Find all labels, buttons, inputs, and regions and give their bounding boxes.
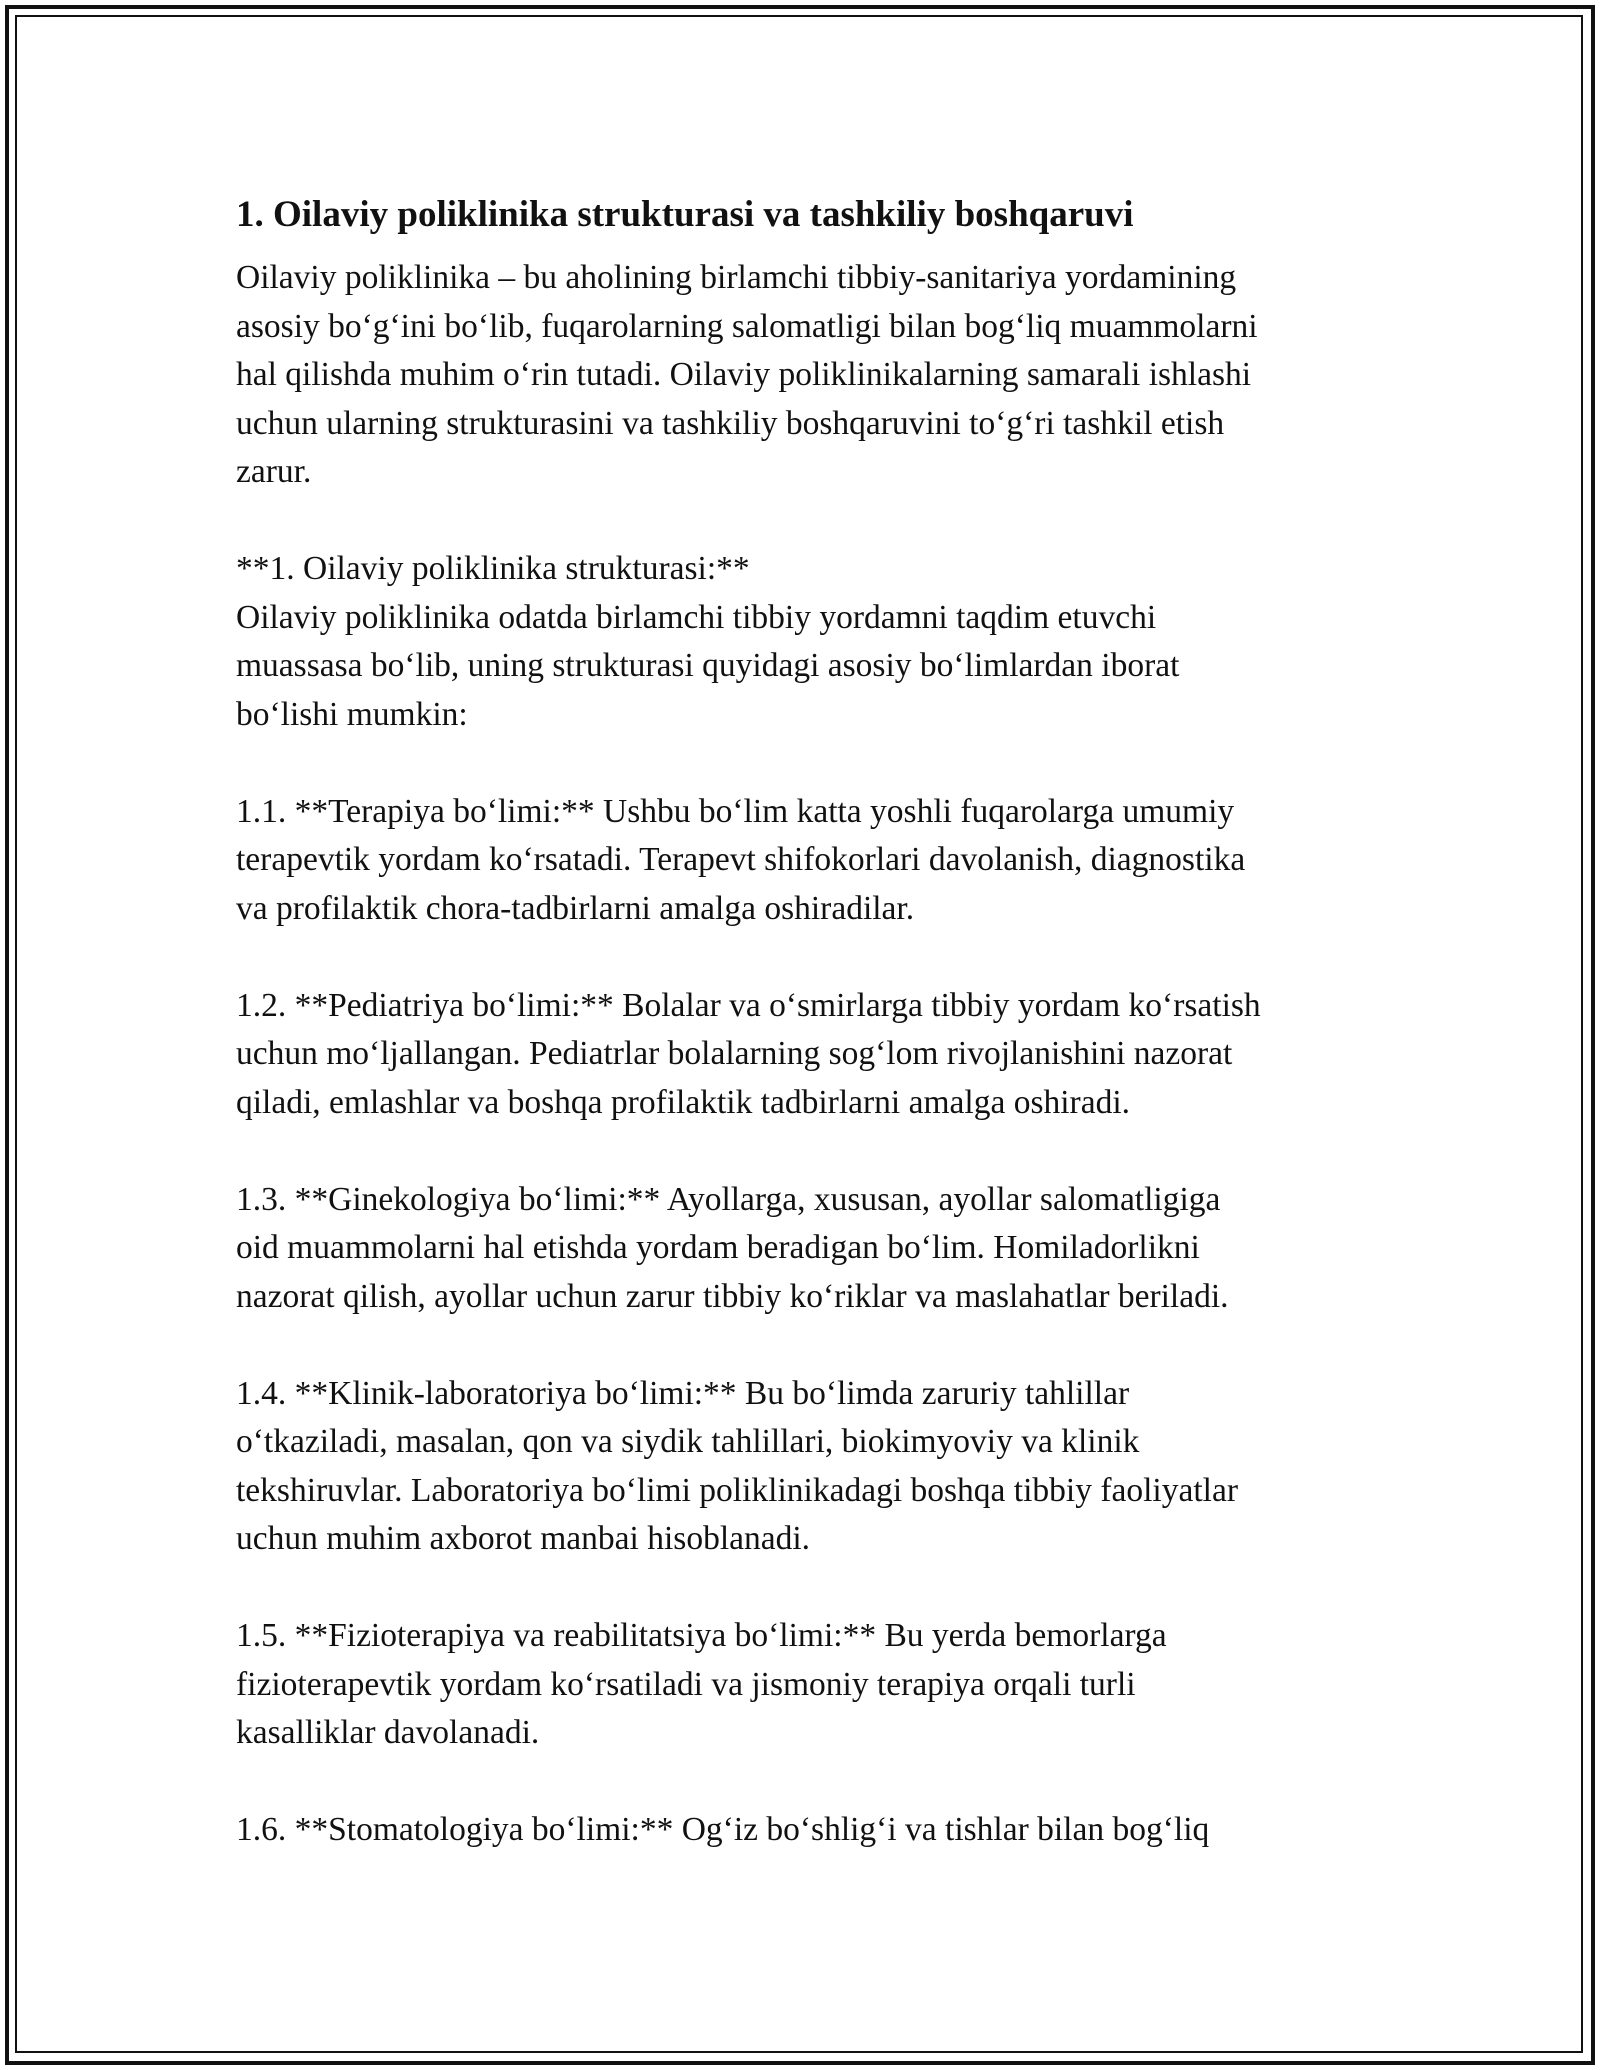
document-body (236, 186, 1386, 1903)
paragraph-line: nazorat qilish, ayollar uchun zarur tibbiy ko‘riklar va maslahatlar beriladi. (236, 1277, 1229, 1315)
paragraph-line: 1.6. **Stomatologiya bo‘limi:** Og‘iz bo‘shlig‘i va tishlar bilan bog‘liq (236, 1811, 1210, 1848)
paragraph-line: Oilaviy poliklinika odatda birlamchi tibbiy yordamni taqdim etuvchi (236, 598, 1157, 636)
paragraph-line: Oilaviy poliklinika – bu aholining birlamchi tibbiy-sanitariya yordamining (236, 259, 1237, 296)
paragraph-pediatrics (236, 982, 1386, 1128)
paragraph-line: bo‘lishi mumkin: (236, 695, 468, 733)
section-heading: **1. Oilaviy poliklinika strukturasi:** (236, 550, 750, 587)
paragraph-line: 1.3. **Ginekologiya bo‘limi:** Ayollarga, xususan, ayollar salomatligiga (236, 1180, 1221, 1218)
paragraph-line: hal qilishda muhim o‘rin tutadi. Oilaviy poliklinikalarning samarali ishlashi (236, 356, 1252, 393)
paragraph-line: muassasa bo‘lib, uning strukturasi quyidagi asosiy bo‘limlardan iborat (236, 647, 1180, 684)
paragraph-line: kasalliklar davolanadi. (236, 1714, 540, 1751)
paragraph-intro (236, 254, 1386, 497)
paragraph-line: va profilaktik chora-tadbirlarni amalga oshiradilar. (236, 889, 915, 927)
paragraph-structure (236, 545, 1386, 739)
paragraph-line: terapevtik yordam ko‘rsatadi. Terapevt shifokorlari davolanish, diagnostika (236, 841, 1246, 878)
paragraph-line: 1.2. **Pediatriya bo‘limi:** Bolalar va o‘smirlarga tibbiy yordam ko‘rsatish (236, 986, 1261, 1024)
paragraph-line: o‘tkaziladi, masalan, qon va siydik tahlillari, biokimyoviy va klinik (236, 1423, 1140, 1460)
paragraph-line: tekshiruvlar. Laboratoriya bo‘limi poliklinikadagi boshqa tibbiy faoliyatlar (236, 1471, 1238, 1509)
paragraph-line: uchun muhim axborot manbai hisoblanadi. (236, 1520, 811, 1557)
paragraph-line: 1.1. **Terapiya bo‘limi:** Ushbu bo‘lim katta yoshli fuqarolarga umumiy (236, 792, 1235, 830)
paragraph-line: uchun mo‘ljallangan. Pediatrlar bolalarning sog‘lom rivojlanishini nazorat (236, 1035, 1233, 1072)
paragraph-line: asosiy bo‘g‘ini bo‘lib, fuqarolarning salomatligi bilan bog‘liq muammolarni (236, 307, 1258, 345)
document-title: 1. Oilaviy poliklinika strukturasi va tashkiliy boshqaruvi (236, 194, 1134, 235)
paragraph-gynecology (236, 1176, 1386, 1322)
paragraph-line: 1.5. **Fizioterapiya va reabilitatsiya bo‘limi:** Bu yerda bemorlarga (236, 1617, 1167, 1654)
paragraph-line: oid muammolarni hal etishda yordam beradigan bo‘lim. Homiladorlikni (236, 1229, 1200, 1266)
paragraph-physiotherapy (236, 1612, 1386, 1758)
paragraph-therapy (236, 788, 1386, 934)
paragraph-line: uchun ularning strukturasini va tashkiliy boshqaruvini to‘g‘ri tashkil etish (236, 404, 1225, 442)
paragraph-dentistry (236, 1806, 1386, 1855)
paragraph-line: qiladi, emlashlar va boshqa profilaktik tadbirlarni amalga oshiradi. (236, 1083, 1130, 1121)
paragraph-line: zarur. (236, 453, 312, 490)
paragraph-line: 1.4. **Klinik-laboratoriya bo‘limi:** Bu bo‘limda zaruriy tahlillar (236, 1374, 1130, 1412)
paragraph-line: fizioterapevtik yordam ko‘rsatiladi va jismoniy terapiya orqali turli (236, 1665, 1136, 1703)
paragraph-laboratory (236, 1370, 1386, 1564)
